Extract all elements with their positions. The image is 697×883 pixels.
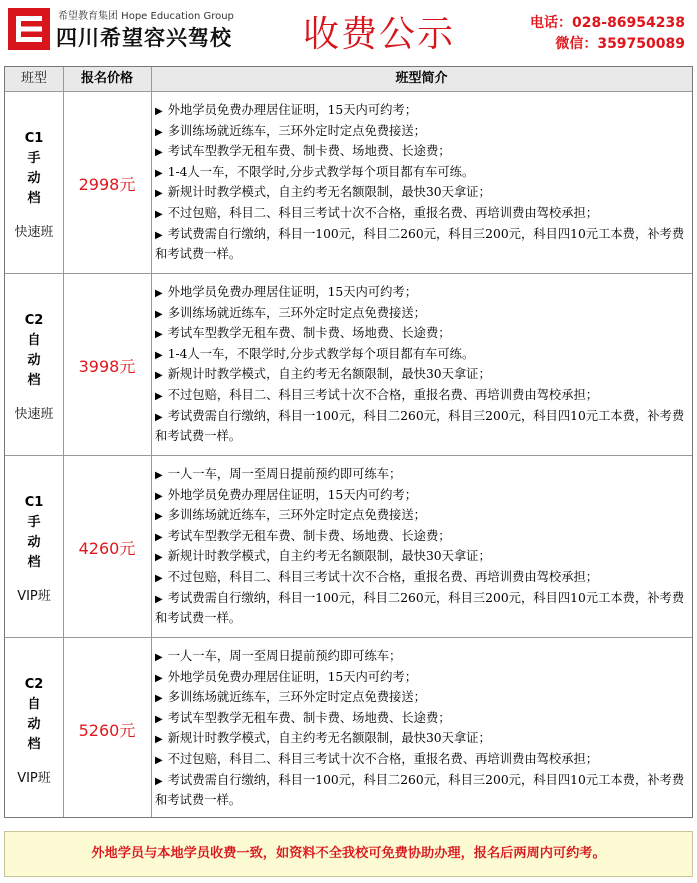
- price-value: 5260元: [78, 721, 136, 740]
- license-code: C1: [24, 131, 44, 146]
- list-item: ▶ 一人一车，周一至周日提前预约即可练车；: [155, 467, 402, 481]
- list-item: ▶ 考试费需自行缴纳，科目一100元，科目二260元，科目三200元，科目四10元工本费，补考费和考试费一样。: [155, 772, 685, 808]
- list-item: ▶ 外地学员免费办理居住证明，15天内可约考；: [155, 487, 417, 502]
- list-item: ▶ 外地学员免费办理居住证明，15天内可约考；: [155, 103, 417, 117]
- bullet-icon: ▶: [155, 572, 163, 584]
- bullet-icon: ▶: [155, 713, 163, 725]
- list-item: ▶ 考试车型教学无租车费、制卡费、场地费、长途费；: [155, 326, 451, 341]
- gear-type-char: 档: [27, 191, 41, 206]
- hope-logo-icon: [8, 8, 50, 50]
- class-type-cell: [5, 91, 63, 273]
- footer-notice: [4, 831, 693, 877]
- bullet-icon: ▶: [155, 652, 163, 663]
- list-item: ▶ 新规计时教学模式，自主约考无名额限制，最快30天拿证；: [155, 367, 491, 382]
- table-row: [5, 455, 692, 637]
- list-item: ▶ 多训练场就近练车，三环外定时定点免费接送；: [155, 508, 426, 523]
- footer-note: 外地学员与本地学员收费一致，如资料不全我校可免费协助办理，报名后两周内可约考。: [91, 846, 606, 861]
- class-type-cell: [5, 455, 63, 637]
- price-value: 3998元: [78, 357, 136, 376]
- bullet-icon: ▶: [155, 106, 163, 117]
- license-code: C2: [24, 677, 44, 692]
- bullet-icon: ▶: [155, 208, 163, 220]
- gear-type-char: 档: [27, 555, 41, 570]
- column-header-price: 报名价格: [80, 71, 133, 86]
- gear-type-char: 自: [27, 333, 41, 348]
- description-list: [155, 647, 690, 811]
- class-name: 快速班: [14, 225, 54, 240]
- list-item: ▶ 外地学员免费办理居住证明，15天内可约考；: [155, 285, 417, 299]
- bullet-icon: ▶: [155, 349, 163, 361]
- bullet-icon: ▶: [155, 288, 163, 299]
- class-name: 快速班: [14, 407, 54, 422]
- gear-type-char: 手: [27, 151, 41, 166]
- table-header-row: [5, 67, 692, 91]
- gear-type-char: 手: [27, 515, 41, 530]
- bullet-icon: ▶: [155, 188, 163, 200]
- wechat-id: 微信：359750089: [555, 36, 685, 52]
- school-name: 四川希望容兴驾校: [56, 26, 232, 50]
- list-item: ▶ 不过包赔，科目二、科目三考试十次不合格，重报名费、再培训费由驾校承担；: [155, 569, 599, 584]
- bullet-icon: ▶: [155, 411, 163, 423]
- list-item: ▶ 不过包赔，科目二、科目三考试十次不合格，重报名费、再培训费由驾校承担；: [155, 387, 599, 402]
- phone-number: 电话：028-86954238: [530, 15, 685, 31]
- bullet-icon: ▶: [155, 167, 163, 179]
- column-header-type: 班型: [20, 71, 47, 86]
- bullet-icon: ▶: [155, 308, 163, 320]
- list-item: ▶ 1-4人一车，不限学时,分步式教学每个项目都有车可练。: [155, 346, 475, 361]
- bullet-icon: ▶: [155, 775, 163, 787]
- bullet-icon: ▶: [155, 126, 163, 138]
- bullet-icon: ▶: [155, 329, 163, 341]
- class-name: VIP班: [17, 771, 51, 786]
- bullet-icon: ▶: [155, 552, 163, 564]
- list-item: ▶ 一人一车，周一至周日提前预约即可练车；: [155, 649, 402, 663]
- description-list: [155, 283, 690, 447]
- column-header-description: 班型简介: [395, 71, 448, 86]
- class-type-cell: [5, 637, 63, 817]
- bullet-icon: ▶: [155, 229, 163, 241]
- list-item: ▶ 多训练场就近练车，三环外定时定点免费接送；: [155, 690, 426, 705]
- bullet-icon: ▶: [155, 672, 163, 684]
- list-item: ▶ 新规计时教学模式，自主约考无名额限制，最快30天拿证；: [155, 731, 491, 746]
- list-item: ▶ 考试费需自行缴纳，科目一100元，科目二260元，科目三200元，科目四10元工本费，补考费和考试费一样。: [155, 408, 685, 444]
- list-item: ▶ 考试费需自行缴纳，科目一100元，科目二260元，科目三200元，科目四10元工本费，补考费和考试费一样。: [155, 590, 685, 626]
- list-item: ▶ 多训练场就近练车，三环外定时定点免费接送；: [155, 123, 426, 138]
- gear-type-char: 档: [27, 737, 41, 752]
- gear-type-char: 动: [27, 717, 41, 732]
- bullet-icon: ▶: [155, 734, 163, 746]
- list-item: ▶ 考试费需自行缴纳，科目一100元，科目二260元，科目三200元，科目四10元工本费，补考费和考试费一样。: [155, 226, 685, 262]
- table-row: [5, 91, 692, 273]
- list-item: ▶ 考试车型教学无租车费、制卡费、场地费、长途费；: [155, 144, 451, 159]
- page-header: [0, 0, 697, 64]
- contact-info: [530, 13, 685, 55]
- group-name: 希望教育集团 Hope Education Group: [58, 11, 234, 22]
- price-cell: [63, 91, 151, 273]
- bullet-icon: ▶: [155, 754, 163, 766]
- gear-type-char: 动: [27, 535, 41, 550]
- bullet-icon: ▶: [155, 593, 163, 605]
- list-item: ▶ 新规计时教学模式，自主约考无名额限制，最快30天拿证；: [155, 185, 491, 200]
- table-row: [5, 273, 692, 455]
- license-code: C2: [24, 313, 44, 328]
- list-item: ▶ 考试车型教学无租车费、制卡费、场地费、长途费；: [155, 710, 451, 725]
- page-title: 收费公示: [303, 14, 456, 55]
- list-item: ▶ 外地学员免费办理居住证明，15天内可约考；: [155, 669, 417, 684]
- class-type-cell: [5, 273, 63, 455]
- bullet-icon: ▶: [155, 470, 163, 481]
- price-cell: [63, 455, 151, 637]
- license-code: C1: [24, 495, 44, 510]
- bullet-icon: ▶: [155, 531, 163, 543]
- gear-type-char: 自: [27, 697, 41, 712]
- gear-type-char: 动: [27, 353, 41, 368]
- price-value: 4260元: [78, 539, 136, 558]
- gear-type-char: 动: [27, 171, 41, 186]
- list-item: ▶ 多训练场就近练车，三环外定时定点免费接送；: [155, 305, 426, 320]
- description-list: [155, 465, 690, 629]
- list-item: ▶ 不过包赔，科目二、科目三考试十次不合格，重报名费、再培训费由驾校承担；: [155, 751, 599, 766]
- price-value: 2998元: [78, 175, 136, 194]
- list-item: ▶ 1-4人一车，不限学时,分步式教学每个项目都有车可练。: [155, 164, 475, 179]
- class-name: VIP班: [17, 589, 51, 604]
- bullet-icon: ▶: [155, 511, 163, 523]
- bullet-icon: ▶: [155, 390, 163, 402]
- price-cell: [63, 273, 151, 455]
- description-list: [155, 101, 690, 265]
- bullet-icon: ▶: [155, 370, 163, 382]
- price-cell: [63, 637, 151, 817]
- list-item: ▶ 新规计时教学模式，自主约考无名额限制，最快30天拿证；: [155, 549, 491, 564]
- list-item: ▶ 考试车型教学无租车费、制卡费、场地费、长途费；: [155, 528, 451, 543]
- bullet-icon: ▶: [155, 490, 163, 502]
- fee-table: [4, 66, 693, 818]
- table-row: [5, 637, 692, 817]
- bullet-icon: ▶: [155, 147, 163, 159]
- gear-type-char: 档: [27, 373, 41, 388]
- bullet-icon: ▶: [155, 693, 163, 705]
- list-item: ▶ 不过包赔，科目二、科目三考试十次不合格，重报名费、再培训费由驾校承担；: [155, 205, 599, 220]
